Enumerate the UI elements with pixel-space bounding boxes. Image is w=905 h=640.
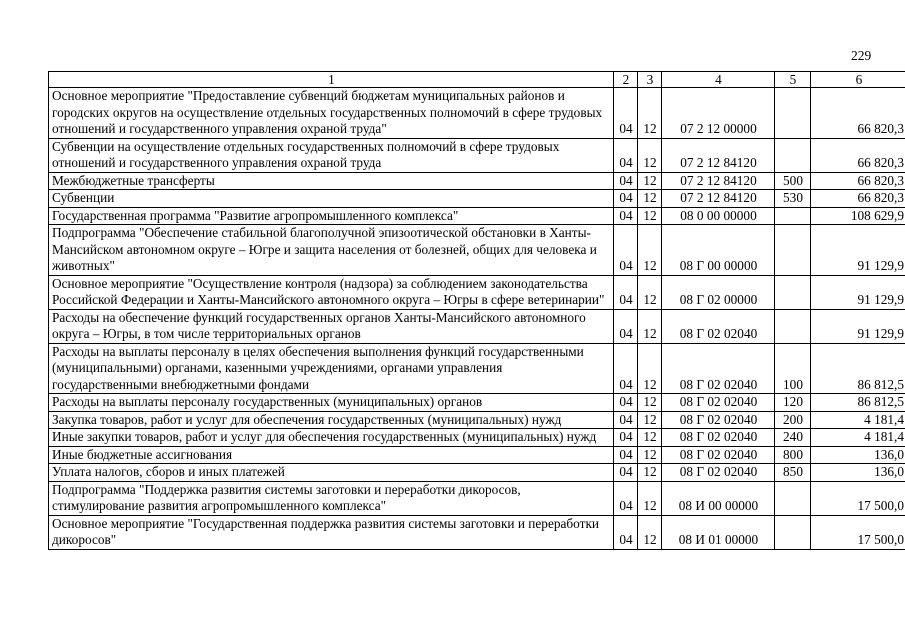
- row-name: Иные закупки товаров, работ и услуг для обеспечения государственных (муниципальных) нужд: [49, 429, 614, 447]
- header-col-1: 1: [49, 72, 614, 88]
- page-number: 229: [851, 48, 872, 63]
- row-section: 04: [614, 225, 638, 276]
- row-section: 04: [614, 394, 638, 412]
- row-expense-type: 500: [775, 172, 811, 190]
- row-amount: 17 500,0: [811, 481, 905, 515]
- row-amount: 86 812,5: [811, 394, 905, 412]
- row-section: 04: [614, 343, 638, 394]
- row-expense-type: 200: [775, 411, 811, 429]
- budget-table: [48, 71, 905, 550]
- row-amount: 108 629,9: [811, 207, 905, 225]
- table-row: [49, 172, 905, 190]
- row-subsection: 12: [638, 394, 662, 412]
- row-expense-type: 100: [775, 343, 811, 394]
- table-row: [49, 446, 905, 464]
- row-expense-type: [775, 138, 811, 172]
- table-row: [49, 275, 905, 309]
- table-row: [49, 309, 905, 343]
- table-row: [49, 515, 905, 549]
- row-name: Государственная программа "Развитие агропромышленного комплекса": [49, 207, 614, 225]
- row-expense-type: [775, 515, 811, 549]
- header-col-2: 2: [614, 72, 638, 88]
- row-expense-type: [775, 88, 811, 139]
- row-expense-type: 120: [775, 394, 811, 412]
- row-subsection: 12: [638, 309, 662, 343]
- table-row: [49, 225, 905, 276]
- row-target-code: 08 Г 02 02040: [662, 411, 775, 429]
- row-amount: 136,0: [811, 464, 905, 482]
- row-subsection: 12: [638, 207, 662, 225]
- row-subsection: 12: [638, 411, 662, 429]
- header-col-5: 5: [775, 72, 811, 88]
- row-subsection: 12: [638, 481, 662, 515]
- row-subsection: 12: [638, 446, 662, 464]
- row-subsection: 12: [638, 275, 662, 309]
- row-expense-type: 850: [775, 464, 811, 482]
- row-subsection: 12: [638, 429, 662, 447]
- row-name: Расходы на выплаты персоналу государственных (муниципальных) органов: [49, 394, 614, 412]
- row-name: Субвенции: [49, 190, 614, 208]
- row-name: Основное мероприятие "Осуществление контроля (надзора) за соблюдением законодательства Российской Федерации и Ханты-Мансийского автономного округа – Югры в сфере ветеринарии": [49, 275, 614, 309]
- header-col-6: 6: [811, 72, 905, 88]
- row-name: Субвенции на осуществление отдельных государственных полномочий в сфере трудовых отношений и государственного управления охраной труда: [49, 138, 614, 172]
- row-target-code: 07 2 12 84120: [662, 190, 775, 208]
- row-target-code: 07 2 12 84120: [662, 172, 775, 190]
- row-section: 04: [614, 411, 638, 429]
- row-section: 04: [614, 464, 638, 482]
- row-amount: 17 500,0: [811, 515, 905, 549]
- row-amount: 91 129,9: [811, 225, 905, 276]
- row-section: 04: [614, 138, 638, 172]
- table-row: [49, 394, 905, 412]
- row-expense-type: [775, 481, 811, 515]
- table-row: [49, 138, 905, 172]
- row-section: 04: [614, 172, 638, 190]
- row-section: 04: [614, 309, 638, 343]
- table-row: [49, 343, 905, 394]
- row-amount: 66 820,3: [811, 190, 905, 208]
- row-name: Основное мероприятие "Предоставление субвенций бюджетам муниципальных районов и городских округов на осуществление отдельных государственных полномочий в сфере трудовых отношений и государственного управления охраной труда": [49, 88, 614, 139]
- table-header-row: [49, 72, 905, 88]
- row-target-code: 08 0 00 00000: [662, 207, 775, 225]
- row-target-code: 08 Г 02 00000: [662, 275, 775, 309]
- row-amount: 4 181,4: [811, 429, 905, 447]
- row-target-code: 08 Г 02 02040: [662, 343, 775, 394]
- row-subsection: 12: [638, 190, 662, 208]
- row-subsection: 12: [638, 464, 662, 482]
- row-expense-type: [775, 309, 811, 343]
- row-amount: 66 820,3: [811, 172, 905, 190]
- row-name: Расходы на обеспечение функций государственных органов Ханты-Мансийского автономного округа – Югры, в том числе территориальных органов: [49, 309, 614, 343]
- row-section: 04: [614, 429, 638, 447]
- row-section: 04: [614, 481, 638, 515]
- row-amount: 66 820,3: [811, 138, 905, 172]
- row-subsection: 12: [638, 172, 662, 190]
- row-section: 04: [614, 275, 638, 309]
- row-amount: 91 129,9: [811, 275, 905, 309]
- row-expense-type: [775, 275, 811, 309]
- row-section: 04: [614, 515, 638, 549]
- row-expense-type: 240: [775, 429, 811, 447]
- row-subsection: 12: [638, 138, 662, 172]
- row-subsection: 12: [638, 515, 662, 549]
- row-section: 04: [614, 446, 638, 464]
- row-section: 04: [614, 207, 638, 225]
- row-name: Подпрограмма "Обеспечение стабильной благополучной эпизоотической обстановки в Ханты-Мансийском автономном округе – Югре и защита населения от болезней, общих для человека и животных": [49, 225, 614, 276]
- header-col-4: 4: [662, 72, 775, 88]
- row-target-code: 08 И 01 00000: [662, 515, 775, 549]
- row-name: Расходы на выплаты персоналу в целях обеспечения выполнения функций государственными (муниципальными) органами, казенными учреждениями, органами управления государственными внебюджетными фондами: [49, 343, 614, 394]
- row-section: 04: [614, 88, 638, 139]
- row-target-code: 08 Г 02 02040: [662, 309, 775, 343]
- row-amount: 86 812,5: [811, 343, 905, 394]
- row-subsection: 12: [638, 343, 662, 394]
- table-row: [49, 207, 905, 225]
- row-name: Межбюджетные трансферты: [49, 172, 614, 190]
- row-name: Иные бюджетные ассигнования: [49, 446, 614, 464]
- row-target-code: 07 2 12 84120: [662, 138, 775, 172]
- row-amount: 91 129,9: [811, 309, 905, 343]
- row-section: 04: [614, 190, 638, 208]
- row-expense-type: 800: [775, 446, 811, 464]
- row-amount: 4 181,4: [811, 411, 905, 429]
- row-subsection: 12: [638, 88, 662, 139]
- table-row: [49, 481, 905, 515]
- row-expense-type: 530: [775, 190, 811, 208]
- row-name: Подпрограмма "Поддержка развития системы заготовки и переработки дикоросов, стимулирование развития агропромышленного комплекса": [49, 481, 614, 515]
- row-target-code: 08 Г 00 00000: [662, 225, 775, 276]
- row-target-code: 07 2 12 00000: [662, 88, 775, 139]
- table-row: [49, 464, 905, 482]
- table-row: [49, 429, 905, 447]
- table-row: [49, 190, 905, 208]
- row-name: Закупка товаров, работ и услуг для обеспечения государственных (муниципальных) нужд: [49, 411, 614, 429]
- row-name: Основное мероприятие "Государственная поддержка развития системы заготовки и переработки дикоросов": [49, 515, 614, 549]
- row-target-code: 08 Г 02 02040: [662, 394, 775, 412]
- header-col-3: 3: [638, 72, 662, 88]
- table-row: [49, 88, 905, 139]
- row-subsection: 12: [638, 225, 662, 276]
- table-row: [49, 411, 905, 429]
- row-amount: 66 820,3: [811, 88, 905, 139]
- row-target-code: 08 И 00 00000: [662, 481, 775, 515]
- row-expense-type: [775, 225, 811, 276]
- row-target-code: 08 Г 02 02040: [662, 464, 775, 482]
- row-expense-type: [775, 207, 811, 225]
- row-target-code: 08 Г 02 02040: [662, 429, 775, 447]
- row-amount: 136,0: [811, 446, 905, 464]
- row-target-code: 08 Г 02 02040: [662, 446, 775, 464]
- row-name: Уплата налогов, сборов и иных платежей: [49, 464, 614, 482]
